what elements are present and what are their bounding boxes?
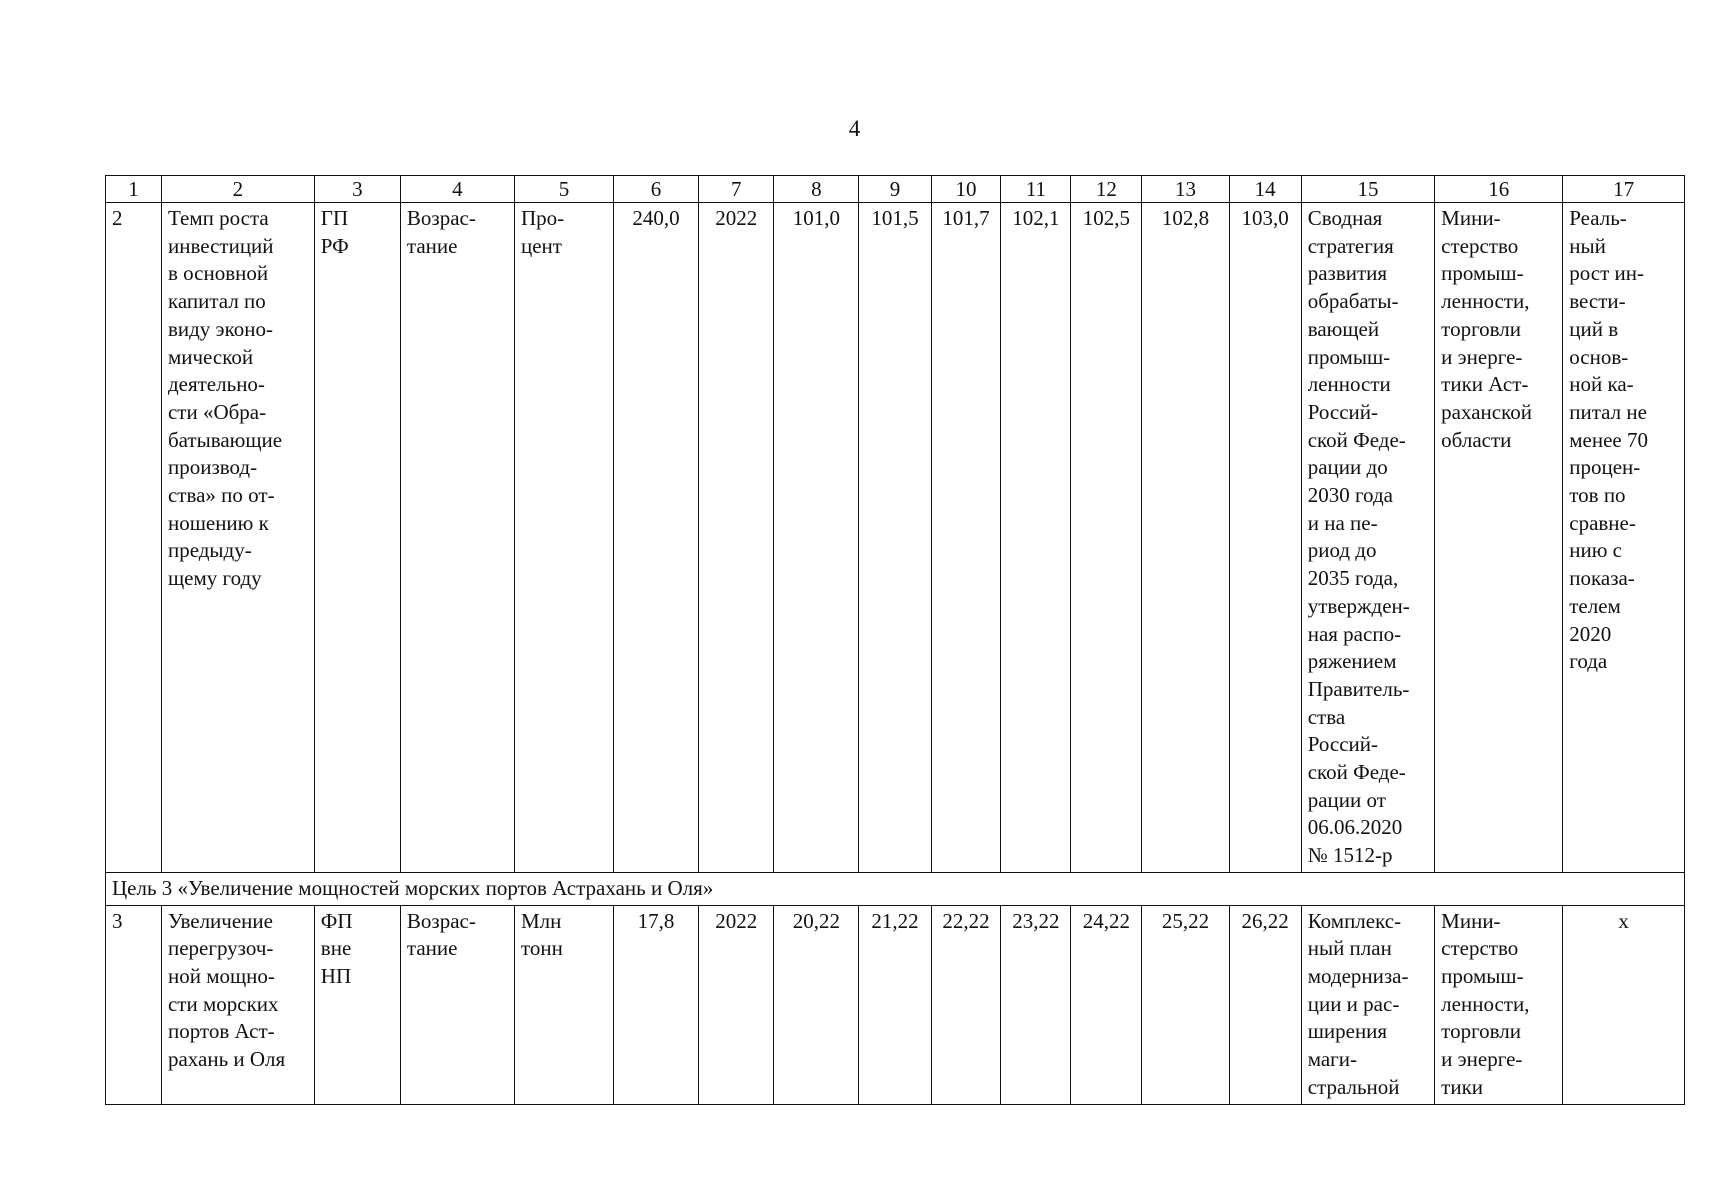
table-row (106, 203, 1685, 873)
document-cell: Сводная стратегия развития обрабаты- вающей промыш- ленности Россий- ской Феде- рации до 2030 года и на пе- риод до 2035 года, утвержден- ная распо- ряжением Правитель- ства Россий- ской Феде- рации от 06.06.2020 № 1512-р (1301, 203, 1434, 873)
trend-cell: Возрас- тание (400, 203, 514, 873)
base-value-cell: 17,8 (613, 905, 698, 1104)
value-cell: 20,22 (774, 905, 859, 1104)
indicators-table (105, 175, 1685, 1105)
header-cell: 17 (1563, 176, 1685, 203)
header-cell: 7 (699, 176, 774, 203)
base-year-cell: 2022 (699, 203, 774, 873)
goal-row (106, 872, 1685, 905)
header-cell: 2 (161, 176, 314, 203)
value-cell: 102,8 (1142, 203, 1229, 873)
indicator-name-cell: Увеличение перегрузоч- ной мощно- сти морских портов Аст- рахань и Оля (161, 905, 314, 1104)
base-value-cell: 240,0 (613, 203, 698, 873)
indicator-name-cell: Темп роста инвестиций в основной капитал по виду эконо- мической деятельно- сти «Обра- батывающие производ- ства» по от- ношению к предыду- щему году (161, 203, 314, 873)
responsible-cell: Мини- стерство промыш- ленности, торговли и энерге- тики (1435, 905, 1563, 1104)
header-cell: 10 (931, 176, 1001, 203)
page-number: 4 (848, 116, 861, 141)
value-cell: 22,22 (931, 905, 1001, 1104)
value-cell: 26,22 (1229, 905, 1301, 1104)
header-cell: 1 (106, 176, 162, 203)
header-cell: 15 (1301, 176, 1434, 203)
value-cell: 24,22 (1071, 905, 1142, 1104)
base-year-cell: 2022 (699, 905, 774, 1104)
header-cell: 14 (1229, 176, 1301, 203)
row-number-cell: 3 (106, 905, 162, 1104)
value-cell: 101,5 (859, 203, 931, 873)
header-cell: 16 (1435, 176, 1563, 203)
header-row (106, 176, 1685, 203)
value-cell: 103,0 (1229, 203, 1301, 873)
value-cell: 101,7 (931, 203, 1001, 873)
unit-cell: Млн тонн (514, 905, 613, 1104)
header-cell: 4 (400, 176, 514, 203)
responsible-cell: Мини- стерство промыш- ленности, торговли и энерге- тики Аст- раханской области (1435, 203, 1563, 873)
goal-title: Цель 3 «Увеличение мощностей морских портов Астрахань и Оля» (106, 872, 1685, 905)
header-cell: 3 (314, 176, 400, 203)
document-cell: Комплекс- ный план модерниза- ции и рас- ширения маги- стральной (1301, 905, 1434, 1104)
link-cell: Реаль- ный рост ин- вести- ций в основ- ной ка- питал не менее 70 процен- тов по сравне- нию с показа- телем 2020 года (1563, 203, 1685, 873)
header-cell: 6 (613, 176, 698, 203)
value-cell: 102,1 (1001, 203, 1071, 873)
level-cell: ГП РФ (314, 203, 400, 873)
row-number-cell: 2 (106, 203, 162, 873)
link-cell: х (1563, 905, 1685, 1104)
value-cell: 102,5 (1071, 203, 1142, 873)
unit-cell: Про- цент (514, 203, 613, 873)
value-cell: 25,22 (1142, 905, 1229, 1104)
value-cell: 101,0 (774, 203, 859, 873)
header-cell: 11 (1001, 176, 1071, 203)
table-row (106, 905, 1685, 1104)
level-cell: ФП вне НП (314, 905, 400, 1104)
header-cell: 5 (514, 176, 613, 203)
header-cell: 12 (1071, 176, 1142, 203)
value-cell: 23,22 (1001, 905, 1071, 1104)
trend-cell: Возрас- тание (400, 905, 514, 1104)
value-cell: 21,22 (859, 905, 931, 1104)
header-cell: 9 (859, 176, 931, 203)
header-cell: 13 (1142, 176, 1229, 203)
header-cell: 8 (774, 176, 859, 203)
